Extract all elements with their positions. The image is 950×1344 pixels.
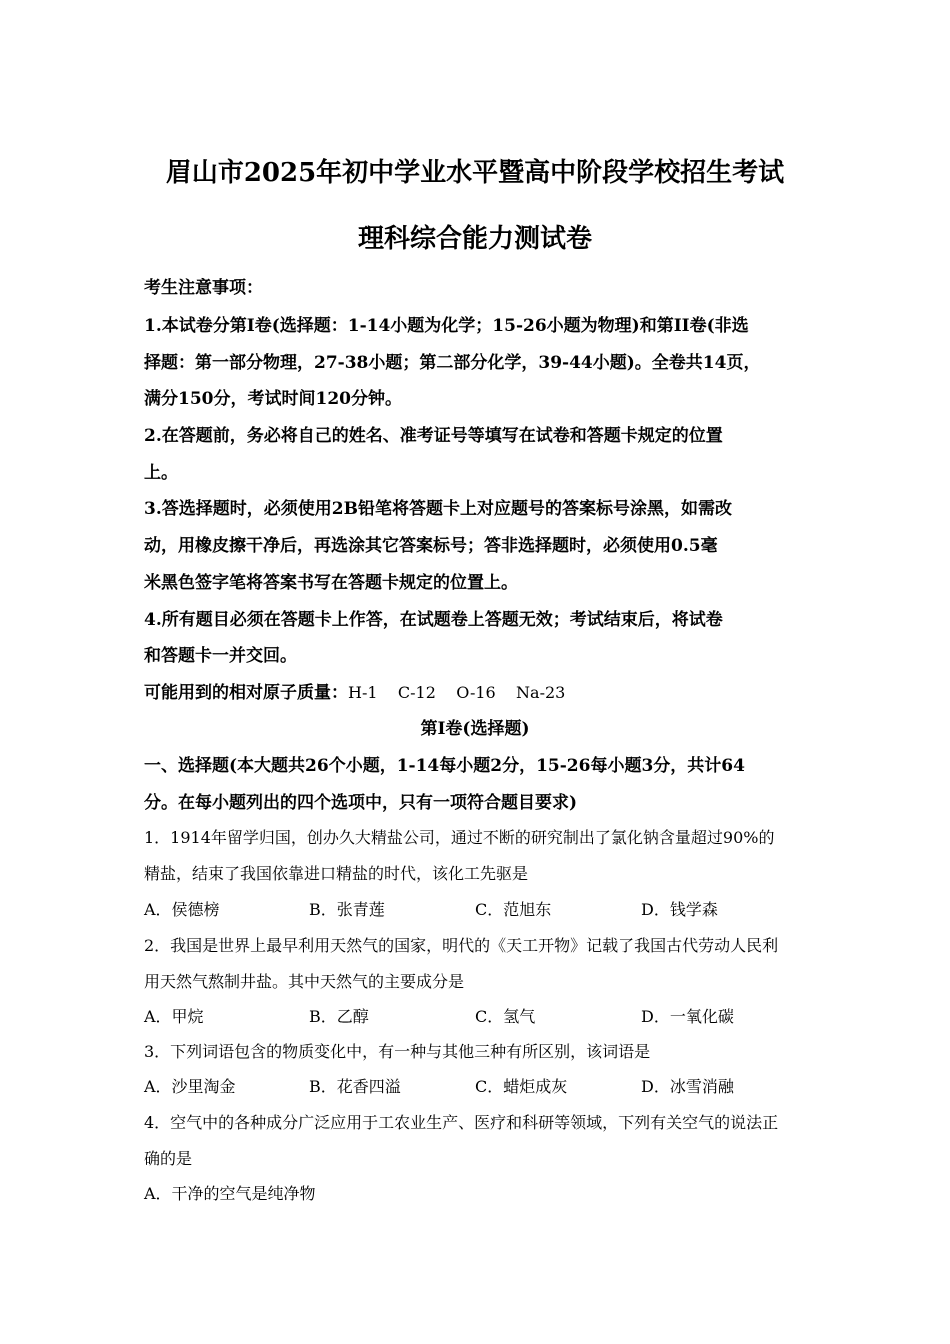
- option-d: D．一氧化碳: [641, 1007, 734, 1026]
- option-a: A．侯德榜: [144, 900, 220, 919]
- option-b: B．花香四溢: [309, 1077, 401, 1096]
- question-2-text: 用天然气熬制井盐。其中天然气的主要成分是: [144, 972, 465, 991]
- section-instruction: 分。在每小题列出的四个选项中，只有一项符合题目要求): [144, 793, 578, 813]
- notice-line: 上。: [144, 463, 178, 483]
- question-4-text: 确的是: [144, 1149, 193, 1168]
- section-instruction: 一、选择题(本大题共26个小题，1-14每小题2分，15-26每小题3分，共计64: [144, 756, 745, 776]
- notice-line: 择题：第一部分物理，27-38小题；第二部分化学，39-44小题)。全卷共14页，: [144, 353, 761, 373]
- atomic-mass-line: [144, 678, 824, 703]
- notice-line: 3.答选择题时，必须使用2B铅笔将答题卡上对应题号的答案标号涂黑，如需改: [144, 499, 732, 519]
- notice-line: 4.所有题目必须在答题卡上作答，在试题卷上答题无效；考试结束后，将试卷: [144, 610, 723, 630]
- option-c: C．范旭东: [475, 900, 552, 919]
- notice-line: 2.在答题前，务必将自己的姓名、准考证号等填写在试卷和答题卡规定的位置: [144, 426, 723, 446]
- option-c: C．蜡炬成灰: [475, 1077, 568, 1096]
- notice-line: 动，用橡皮擦干净后，再选涂其它答案标号；答非选择题时，必须使用0.5毫: [144, 536, 718, 556]
- option-a: A．干净的空气是纯净物: [144, 1184, 316, 1203]
- option-b: B．张青莲: [309, 900, 385, 919]
- notice-line: 满分150分，考试时间120分钟。: [144, 389, 402, 409]
- exam-subtitle: 理科综合能力测试卷: [357, 224, 592, 254]
- notice-line: 米黑色签字笔将答案书写在答题卡规定的位置上。: [144, 573, 518, 593]
- notice-heading: 考生注意事项：: [144, 278, 263, 298]
- question-3-text: 3．下列词语包含的物质变化中，有一种与其他三种有所区别，该词语是: [144, 1042, 651, 1061]
- question-1-text: 1．1914年留学归国，创办久大精盐公司，通过不断的研究制出了氯化钠含量超过90%的: [144, 828, 775, 847]
- option-b: B．乙醇: [309, 1007, 369, 1026]
- atomic-mass-label: 可能用到的相对原子质量：: [144, 683, 348, 703]
- exam-title: 眉山市2025年初中学业水平暨高中阶段学校招生考试: [165, 158, 785, 188]
- notice-line: 和答题卡一并交回。: [144, 646, 297, 666]
- option-d: D．冰雪消融: [641, 1077, 734, 1096]
- option-a: A．沙里淘金: [144, 1077, 236, 1096]
- option-d: D．钱学森: [641, 900, 718, 919]
- atomic-mass-values: H-1 C-12 O-16 Na-23: [348, 683, 566, 702]
- question-2-text: 2．我国是世界上最早利用天然气的国家，明代的《天工开物》记载了我国古代劳动人民利: [144, 936, 779, 955]
- section-title: 第I卷(选择题): [420, 719, 530, 739]
- notice-line: 1.本试卷分第I卷(选择题：1-14小题为化学；15-26小题为物理)和第II卷(非选: [144, 316, 749, 336]
- option-a: A．甲烷: [144, 1007, 204, 1026]
- option-c: C．氢气: [475, 1007, 536, 1026]
- question-4-text: 4．空气中的各种成分广泛应用于工农业生产、医疗和科研等领域，下列有关空气的说法正: [144, 1113, 779, 1132]
- question-1-text: 精盐，结束了我国依靠进口精盐的时代，该化工先驱是: [144, 864, 529, 883]
